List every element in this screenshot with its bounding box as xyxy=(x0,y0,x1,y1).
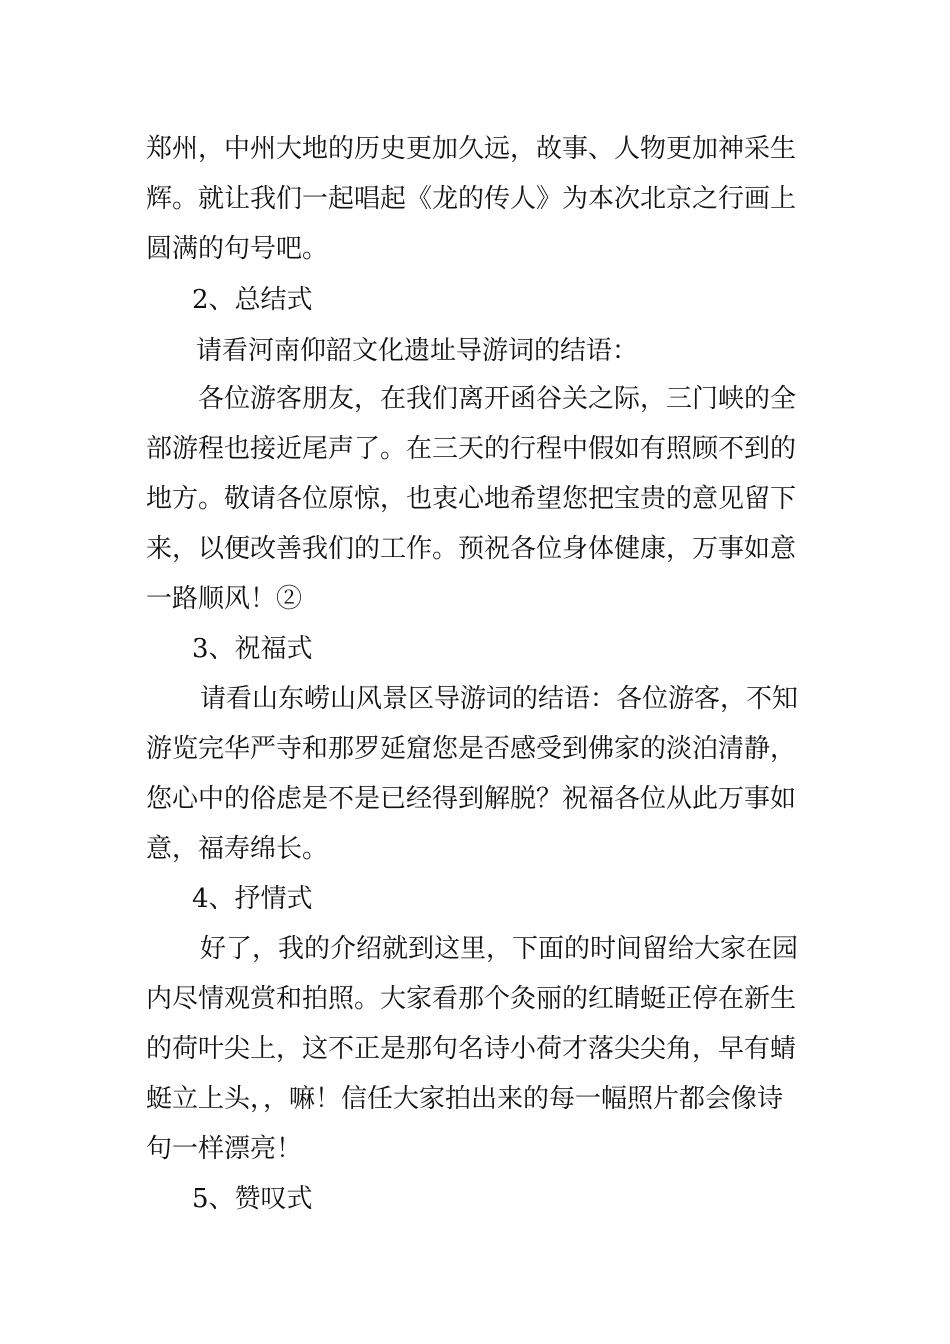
text-line: 句一样漂亮！ xyxy=(146,1134,303,1164)
text-line: 辉。就让我们一起唱起《龙的传人》为本次北京之行画上 xyxy=(146,184,797,214)
text-line: 内尽情观赏和拍照。大家看那个灸丽的红睛蜓正停在新生 xyxy=(146,984,797,1014)
text-line: 来，以便改善我们的工作。预祝各位身体健康，万事如意 xyxy=(146,534,797,564)
text-line: 好了，我的介绍就到这里，下面的时间留给大家在园 xyxy=(200,934,799,964)
text-line: 部游程也接近尾声了。在三天的行程中假如有照顾不到的 xyxy=(146,434,797,464)
text-line: 一路顺风！② xyxy=(146,584,303,614)
section-heading: 5、赞叹式 xyxy=(192,1184,313,1214)
text-line: 请看山东崂山风景区导游词的结语：各位游客，不知 xyxy=(200,684,799,714)
text-line: 的荷叶尖上，这不正是那句名诗小荷才落尖尖角，早有蜻 xyxy=(146,1034,797,1064)
text-line: 游览完华严寺和那罗延窟您是否感受到佛家的淡泊清静， xyxy=(146,734,797,764)
section-heading: 3、祝福式 xyxy=(192,634,313,664)
text-line: 意，福寿绵长。 xyxy=(146,834,329,864)
text-line: 请看河南仰韶文化遗址导游词的结语： xyxy=(196,336,639,366)
text-line: 各位游客朋友，在我们离开函谷关之际，三门峡的全 xyxy=(198,384,797,414)
text-line: 郑州，中州大地的历史更加久远，故事、人物更加神采生 xyxy=(146,134,797,164)
text-line: 地方。敬请各位原惊，也衷心地希望您把宝贵的意见留下 xyxy=(146,484,797,514)
text-line: 蜓立上头，，嘛！信任大家拍出来的每一幅照片都会像诗 xyxy=(146,1084,784,1114)
section-heading: 2、总结式 xyxy=(192,285,313,315)
text-line: 圆满的句号吧。 xyxy=(146,234,329,264)
section-heading: 4、抒情式 xyxy=(192,884,313,914)
text-line: 您心中的俗虑是不是已经得到解脱？祝福各位从此万事如 xyxy=(146,784,797,814)
